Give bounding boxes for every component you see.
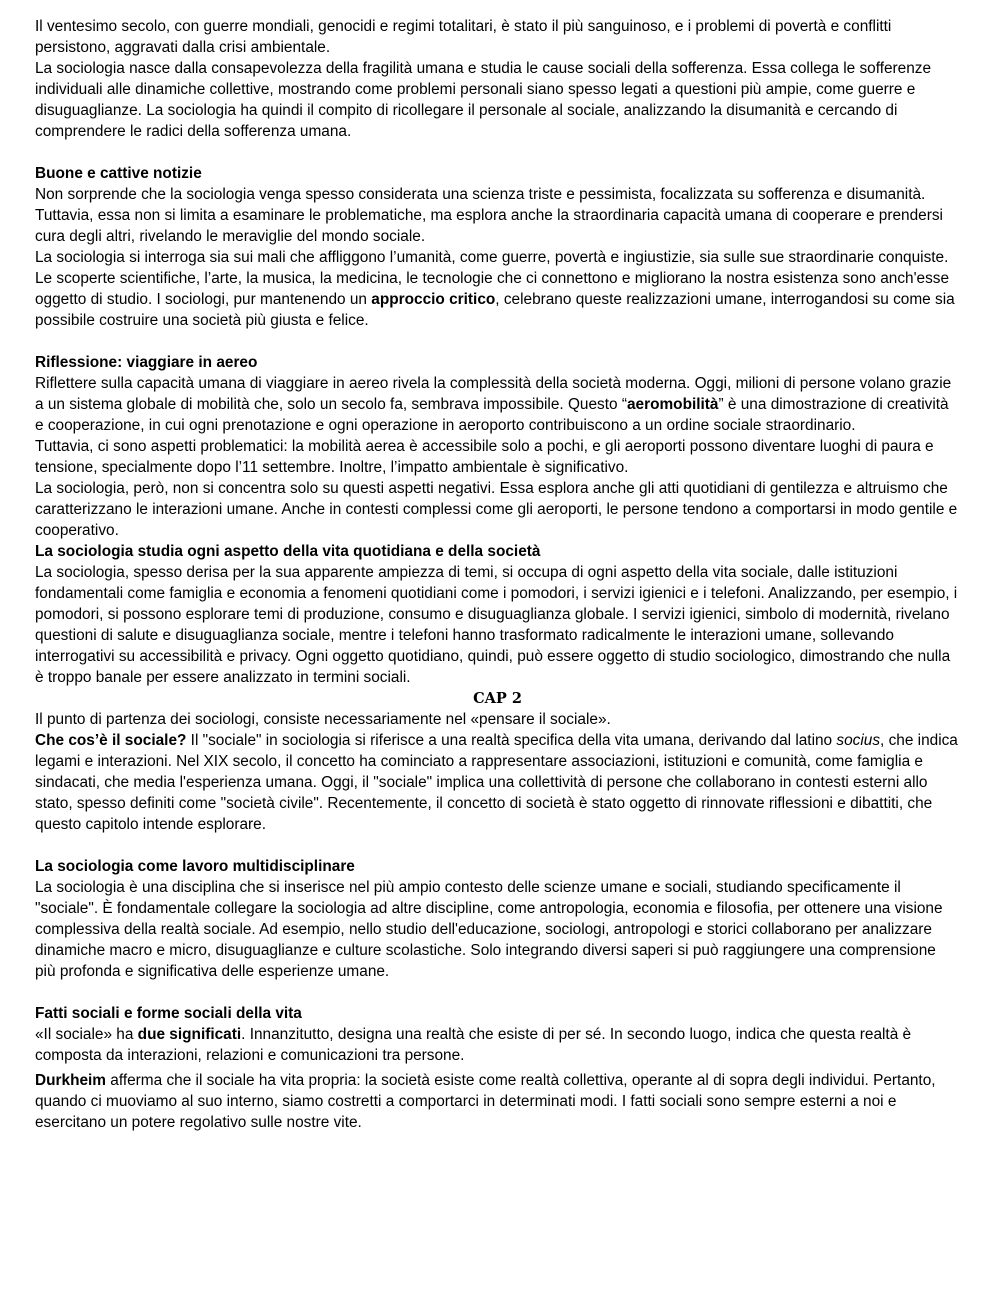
aereo-paragraph-3: La sociologia, però, non si concentra solo su questi aspetti negativi. Essa esplora anche gli atti quotidiani di gentilezza e altruismo che caratterizzano le interazioni umane. Anche in contesti complessi come gli aeroporti, le persone tendono a comportarsi in modo gentile e cooperativo.: [35, 480, 958, 539]
text-run: afferma che il sociale ha vita propria: la società esiste come realtà collettiva, operante al di sopra degli individui. Pertanto, quando ci muoviamo al suo interno, siamo costretti a comportarci in determinati modi. I fatti sociali sono sempre esterni a noi e esercitano un potere regolativo sulle nostre vite.: [35, 1072, 936, 1131]
aereo-paragraph-2: Tuttavia, ci sono aspetti problematici: la mobilità aerea è accessibile solo a pochi, e gli aeroporti possono diventare luoghi di paura e tensione, specialmente dopo l’11 settembre. Inoltre, l’impatto ambientale è significativo.: [35, 438, 934, 476]
section-heading-quotidiana: La sociologia studia ogni aspetto della vita quotidiana e della società: [35, 543, 541, 560]
spacer: [35, 835, 960, 856]
text-run: , celebrano queste realizzazioni umane, interrogandosi su come sia possibile costruire una società più giusta e felice.: [35, 291, 955, 329]
bold-term: aeromobilità: [626, 396, 719, 413]
section-heading-multi: La sociologia come lavoro multidisciplinare: [35, 858, 355, 875]
section-heading-buone: Buone e cattive notizie: [35, 165, 202, 182]
text-run: Il "sociale" in sociologia si riferisce a una realtà specifica della vita umana, derivando dal latino: [186, 732, 837, 749]
text-run: Riflettere sulla capacità umana di viaggiare in aereo rivela la complessità della società moderna. Oggi, milioni di persone volano grazie a un sistema globale di mobilità che, solo un secolo fa, sembrava impossibile. Questo “: [35, 375, 952, 413]
text-run: ” è una dimostrazione di creatività e cooperazione, in cui ogni prenotazione e ogni operazione in aeroporto contribuiscono a un ordine sociale straordinario.: [35, 396, 949, 434]
section-heading-fatti: Fatti sociali e forme sociali della vita: [35, 1005, 302, 1022]
bold-term: approccio critico: [371, 291, 496, 308]
aereo-paragraph-1: [35, 373, 960, 436]
bold-term: Che cos’è il sociale?: [35, 732, 187, 749]
fatti-paragraph-1: [35, 1024, 960, 1066]
spacer: [35, 142, 960, 163]
spacer: [35, 982, 960, 1003]
spacer: [35, 331, 960, 352]
text-run: La sociologia si interroga sia sui mali che affliggono l’umanità, come guerre, povertà e ingiustizie, sia sulle sue straordinarie conquiste. Le scoperte scientifiche, l’arte, la musica, la medicina, le tecnologie che ci connettono e migliorano la nostra esistenza sono anch'esse oggetto di studio. I sociologi, pur mantenendo un: [35, 249, 950, 308]
quotidiana-paragraph-1: La sociologia, spesso derisa per la sua apparente ampiezza di temi, si occupa di ogni aspetto della vita sociale, dalle istituzioni fondamentali come famiglia e economia a fenomeni quotidiani come i pomodori, i servizi igienici e i telefoni. Analizzando, per esempio, i pomodori, si possono esplorare temi di produzione, consumo e disuguaglianza globale. I servizi igienici, simbolo di modernità, rivelano questioni di salute e disuguaglianza sociale, mentre i telefoni hanno trasformato radicalmente le interazioni umane, sollevando interrogativi su accessibilità e privacy. Ogni oggetto quotidiano, quindi, può essere oggetto di studio sociologico, dimostrando che nulla è troppo banale per essere analizzato in termini sociali.: [35, 564, 958, 686]
chapter-title: CAP 2: [473, 690, 522, 707]
cap2-paragraph-1: Il punto di partenza dei sociologi, consiste necessariamente nel «pensare il sociale».: [35, 711, 611, 728]
bold-term: Durkheim: [35, 1072, 106, 1089]
buone-paragraph-2: [35, 247, 960, 331]
text-run: «Il sociale» ha: [35, 1026, 138, 1043]
cap2-paragraph-2: [35, 730, 960, 835]
buone-paragraph-1: Non sorprende che la sociologia venga spesso considerata una scienza triste e pessimista, focalizzata su sofferenza e disumanità. Tuttavia, essa non si limita a esaminare le problematiche, ma esplora anche la straordinaria capacità umana di cooperare e prendersi cura degli altri, rivelando le meraviglie del mondo sociale.: [35, 186, 943, 245]
text-run: . Innanzitutto, designa una realtà che esiste di per sé. In secondo luogo, indica che questa realtà è composta da interazioni, relazioni e comunicazioni tra persone.: [35, 1026, 912, 1064]
text-run: , che indica legami e interazioni. Nel XIX secolo, il concetto ha cominciato a rappresentare associazioni, istituzioni e comunità, come famiglia e sindacati, che media l'esperienza umana. Oggi, il "sociale" implica una collettività di persone che collaborano in contesti esterni allo stato, spesso definiti come "società civile". Recentemente, il concetto di società è stato oggetto di rinnovate riflessioni e dibattiti, che questo capitolo intende esplorare.: [35, 732, 958, 833]
bold-term: due significati: [137, 1026, 242, 1043]
italic-term: socius: [836, 732, 881, 749]
fatti-paragraph-2: [35, 1070, 960, 1133]
section-heading-aereo: Riflessione: viaggiare in aereo: [35, 354, 258, 371]
multi-paragraph-1: La sociologia è una disciplina che si inserisce nel più ampio contesto delle scienze umane e sociali, studiando specificamente il "sociale". È fondamentale collegare la sociologia ad altre discipline, come antropologia, economia e filosofia, per ottenere una visione complessiva della realtà sociale. Ad esempio, nello studio dell'educazione, sociologi, antropologi e storici collaborano per analizzare dinamiche macro e micro, disuguaglianze e culture scolastiche. Solo integrando diversi saperi si può raggiungere una comprensione più profonda e significativa delle esperienze umane.: [35, 879, 943, 980]
intro-paragraph-2: La sociologia nasce dalla consapevolezza della fragilità umana e studia le cause sociali della sofferenza. Essa collega le sofferenze individuali alle dinamiche collettive, mostrando come problemi personali siano spesso legati a questioni più ampie, come guerre e disuguaglianze. La sociologia ha quindi il compito di ricollegare il personale al sociale, analizzando la disumanità e cercando di comprendere le radici della sofferenza umana.: [35, 60, 932, 140]
intro-paragraph-1: Il ventesimo secolo, con guerre mondiali, genocidi e regimi totalitari, è stato il più sanguinoso, e i problemi di povertà e conflitti persistono, aggravati dalla crisi ambientale.: [35, 18, 892, 56]
